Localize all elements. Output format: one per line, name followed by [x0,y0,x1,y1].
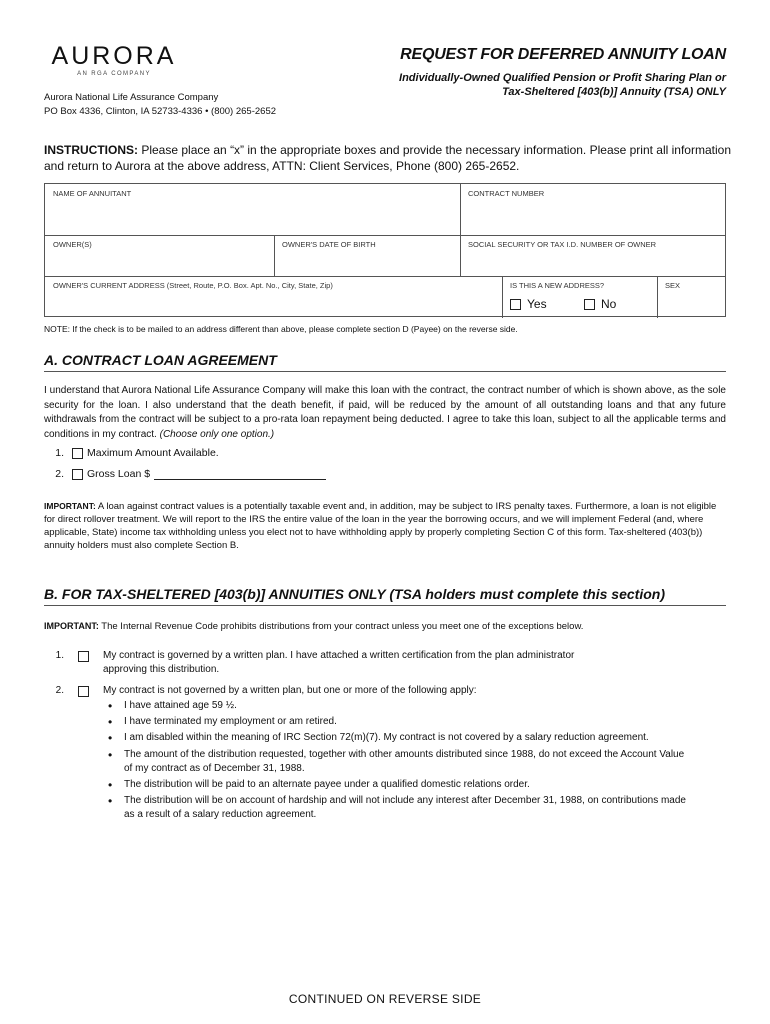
yes-checkbox[interactable] [510,299,521,310]
exception-item: • The distribution will be on account of hardship and will not include any interest after December 31, 1988, on contributions made as a result of a salary reduction agreement. [124,794,694,822]
new-address-no[interactable] [584,297,616,311]
section-b-important-label: IMPORTANT: [44,621,99,631]
written-plan-checkbox[interactable] [78,651,89,662]
contract-number-field[interactable] [460,184,727,235]
section-b-heading: B. FOR TAX-SHELTERED [403(b)] ANNUITIES ONLY (TSA holders must complete this section) [44,586,726,606]
exception-item: • I have attained age 59 ½. [124,699,694,713]
new-address-label: IS THIS A NEW ADDRESS? [510,281,605,290]
form-subtitle-line1: Individually-Owned Qualified Pension or Profit Sharing Plan or [399,72,726,84]
owner-address-field[interactable] [45,276,502,318]
section-a-important [44,500,726,552]
section-a-important-text: A loan against contract values is a potentially taxable event and, in addition, may be subject to IRS penalty taxes. Furthermore, a loan is not eligible for direct rollover treatment. We will report to the IRS the entire value of the loan in the year the borrowing occurs, and we will implement Federal (and, where applicable, State) income tax withholding unless you elect not to have withholding apply by properly completing Section C of this form. Tax-sheltered (403(b)) annuity holders must also complete Section B. [44,501,717,551]
section-a-heading: A. CONTRACT LOAN AGREEMENT [44,352,726,372]
logo-wordmark: AURORA [51,42,177,70]
ssn-label: SOCIAL SECURITY OR TAX I.D. NUMBER OF OWNER [468,240,657,249]
ssn-field[interactable] [460,235,727,276]
company-logo [44,44,184,77]
exception-item: • I have terminated my employment or am retired. [124,715,694,729]
sex-label: SEX [665,281,681,290]
owners-field[interactable] [45,235,274,276]
company-info [44,91,276,119]
max-amount-label: Maximum Amount Available. [87,447,219,459]
annuitant-name-field[interactable] [45,184,460,235]
gross-loan-checkbox[interactable] [72,469,83,480]
option-max-amount[interactable] [44,447,219,459]
sex-field[interactable] [657,276,727,318]
option-gross-loan[interactable] [44,468,326,480]
gross-loan-amount-field[interactable] [154,469,326,480]
contract-number-label: CONTRACT NUMBER [468,189,545,198]
exception-item: • The distribution will be paid to an alternate payee under a qualified domestic relations order. [124,778,694,792]
payee-note: NOTE: If the check is to be mailed to an address different than above, please complete section D (Payee) on the reverse side. [44,324,518,334]
yes-label: Yes [527,297,547,311]
owner-info-form [44,183,726,317]
instructions-label: INSTRUCTIONS: [44,143,138,157]
section-b-option-2-number: 2. [55,685,64,696]
company-name: Aurora National Life Assurance Company [44,92,219,103]
form-title-block [399,46,726,99]
exception-item: • The amount of the distribution requested, together with other amounts distributed since 1988, do not exceed the Account Value of my contract as of December 31, 1988. [124,748,694,776]
continued-footer: CONTINUED ON REVERSE SIDE [288,992,482,1006]
form-subtitle-line2: Tax-Sheltered [403(b)] Annuity (TSA) ONLY [502,86,726,98]
no-checkbox[interactable] [584,299,595,310]
new-address-yes[interactable] [510,297,547,311]
section-a-body [44,384,726,442]
owner-dob-label: OWNER'S DATE OF BIRTH [282,240,376,249]
owner-address-label: OWNER'S CURRENT ADDRESS (Street, Route, P.O. Box. Apt. No., City, State, Zip) [53,281,333,290]
owners-label: OWNER(S) [53,240,92,249]
owner-dob-field[interactable] [274,235,460,276]
form-subtitle [399,71,726,99]
option-2-number: 2. [55,468,64,480]
company-address: PO Box 4336, Clinton, IA 52733-4336 • (800) 265-2652 [44,106,277,117]
section-b-important-text: The Internal Revenue Code prohibits distributions from your contract unless you meet one of the exceptions below. [98,621,584,632]
section-b-important [44,620,644,633]
section-a-choose-note: (Choose only one option.) [159,428,275,440]
instructions-text: Please place an “x” in the appropriate boxes and provide the necessary information. Please print all information and return to Aurora at the above address, ATTN: Client Services, Phone (800) 265-2652. [44,143,731,173]
no-written-plan-text: My contract is not governed by a written plan, but one or more of the following apply: [103,685,477,696]
logo-tagline: AN RGA COMPANY [77,71,151,77]
instructions [44,142,734,174]
option-1-number: 1. [55,447,64,459]
section-a-text: I understand that Aurora National Life Assurance Company will make this loan with the contract, the contract number of which is shown above, as the sole security for the loan. I also understand that the death benefit, if paid, will be reduced by the amount of all outstanding loans and that any future withdrawals from the contract will be subject to a pro-rata loan repayment being deducted. I agree to take this loan, subject to all the applicable terms and conditions in my contract. [44,385,726,440]
max-amount-checkbox[interactable] [72,448,83,459]
section-a-important-label: IMPORTANT: [44,501,96,511]
exception-list [124,699,694,823]
annuitant-name-label: NAME OF ANNUITANT [53,189,132,198]
section-b-option-1-number: 1. [55,650,64,661]
exception-item: • I am disabled within the meaning of IRC Section 72(m)(7). My contract is not covered by a salary reduction agreement. [124,731,694,745]
form-title: REQUEST FOR DEFERRED ANNUITY LOAN [400,46,726,63]
gross-loan-label: Gross Loan $ [87,468,151,480]
no-label: No [601,297,617,311]
written-plan-text: My contract is governed by a written plan. I have attached a written certification from the plan administrator approving this distribution. [103,650,575,675]
no-written-plan-checkbox[interactable] [78,686,89,697]
